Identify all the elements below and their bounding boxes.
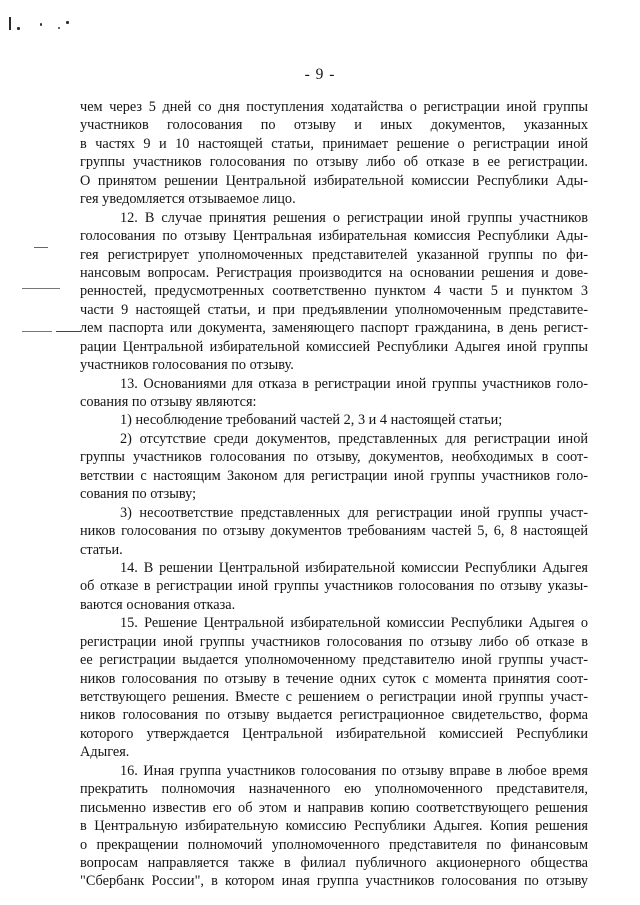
text-line: 14. В решении Центральной избирательной комиссии Республики Адыгея <box>120 559 588 576</box>
text-line: "Сбербанк России", в котором иная группа участников голосования по отзыву <box>80 873 588 890</box>
text-line: в Центральную избирательную комиссию Республики Адыгея. Копия решения <box>80 818 588 835</box>
margin-mark <box>22 331 52 332</box>
text-line: о прекращении полномочий уполномоченного представителя по финансовым <box>80 836 588 853</box>
margin-mark <box>34 247 48 248</box>
text-line: ваются основания отказа. <box>80 596 236 613</box>
text-line: об отказе в регистрации иной группы участников голосования по отзыву указы- <box>80 578 588 595</box>
text-line: лем паспорта или документа, заменяющего паспорт гражданина, в день регист- <box>80 320 588 337</box>
text-line: ников голосования по отзыву документов требованиям частей 5, 6, 8 настоящей <box>80 523 588 540</box>
text-line: Адыгея. <box>80 744 130 761</box>
scan-artifact-dot <box>66 21 69 24</box>
scan-artifact-dot <box>58 27 60 29</box>
text-line: группы участников голосования по отзыву либо об отказе в ее регистрации. <box>80 154 588 171</box>
text-line: ников голосования по отзыву в течение одних суток с момента принятия соот- <box>80 670 588 687</box>
text-line: ветствующего решения. Вместе с решением о регистрации иной группы участ- <box>80 689 588 705</box>
text-line: чем через 5 дней со дня поступления ходатайства о регистрации иной группы <box>80 99 588 115</box>
text-line: голосования по отзыву Центральная избирательная комиссия Республики Ады- <box>80 228 588 245</box>
margin-mark <box>22 288 60 289</box>
text-line: части 9 настоящей статьи, и при предъявлении уполномоченным представите- <box>80 301 588 318</box>
text-line: ветствии с настоящим Законом для регистрации иной группы участников голо- <box>80 467 588 484</box>
scan-artifact-bar <box>9 17 11 30</box>
text-line: гея регистрирует уполномоченных представителей указанной группы по фи- <box>80 246 588 263</box>
text-line: которого утверждается Центральной избирательной комиссией Республики <box>80 725 588 742</box>
text-line: 2) отсутствие среди документов, представленных для регистрации иной <box>120 430 588 447</box>
document-body <box>80 98 588 891</box>
text-line: нансовым вопросам. Регистрация производится на основании решения и дове- <box>80 264 588 281</box>
text-line: 16. Иная группа участников голосования по отзыву вправе в любое время <box>120 762 588 779</box>
text-line: статьи. <box>80 541 123 558</box>
text-line: 13. Основаниями для отказа в регистрации иной группы участников голо- <box>120 375 588 392</box>
text-line: участников голосования по отзыву. <box>80 357 294 374</box>
scan-artifact-dot <box>17 27 20 30</box>
text-line: рации Центральной избирательной комиссией Республики Адыгея иной группы <box>80 338 588 355</box>
text-line: 3) несоответствие представленных для регистрации иной группы участ- <box>120 504 588 521</box>
text-line: О принятом решении Центральной избирательной комиссии Республики Ады- <box>80 172 588 189</box>
text-line: письменно известив его об этом и направив копию соответствующего решения <box>80 799 588 816</box>
text-line: прекратить полномочия назначенного ею уполномоченного представителя, <box>80 781 588 798</box>
page-number: - 9 - <box>304 66 336 83</box>
text-line: в частях 9 и 10 настоящей статьи, принимает решение о регистрации иной <box>80 135 588 152</box>
text-line: группы участников голосования по отзыву, документов, необходимых в соот- <box>80 449 588 466</box>
text-line: ее регистрации выдается уполномоченному представителю иной группы участ- <box>80 652 588 669</box>
text-line: сования по отзыву являются: <box>80 394 257 410</box>
text-line: 1) несоблюдение требований частей 2, 3 и 4 настоящей статьи; <box>120 412 503 429</box>
text-line: ников голосования по отзыву выдается регистрационное свидетельство, форма <box>80 707 588 724</box>
text-line: вопросам направляется также в филиал публичного акционерного общества <box>80 854 588 871</box>
text-line: 12. В случае принятия решения о регистрации иной группы участников <box>120 209 588 226</box>
margin-mark <box>56 331 80 332</box>
text-line: гея уведомляется отзываемое лицо. <box>80 191 296 208</box>
text-line: 15. Решение Центральной избирательной комиссии Республики Адыгея о <box>120 615 588 632</box>
text-line: участников голосования по отзыву и иных документов, указанных <box>80 117 588 134</box>
text-line: регистрации иной группы участников голосования по отзыву либо об отказе в <box>80 633 588 650</box>
text-line: сования по отзыву; <box>80 486 197 503</box>
scan-artifact-dot <box>40 23 42 26</box>
text-line: ренностей, предусмотренных соответственно пунктом 4 части 5 и пунктом 3 <box>80 283 588 300</box>
